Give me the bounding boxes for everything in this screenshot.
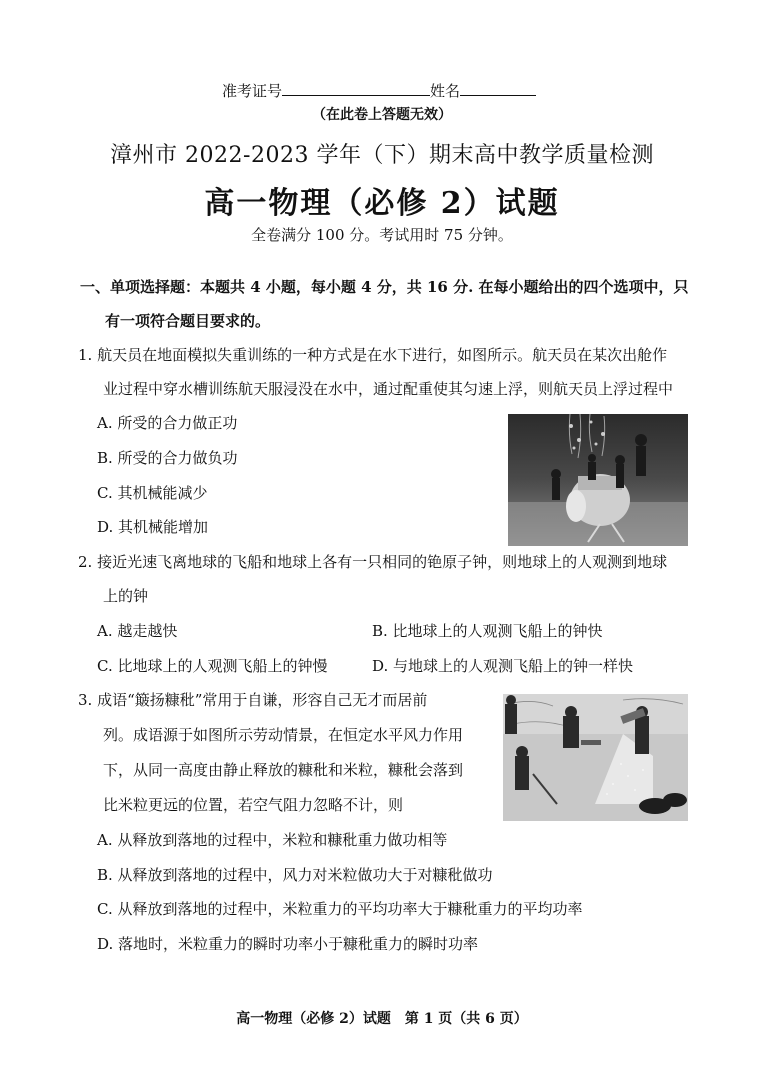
name-label: 姓名 [430,82,461,100]
q2-line2: 上的钟 [103,587,149,605]
winnowing-painting [503,694,688,821]
q2-line1: 2. 接近光速飞离地球的飞船和地球上各有一只相同的铯原子钟，则地球上的人观测到地球 [78,553,668,571]
q1-option-d[interactable]: D. 其机械能增加 [97,518,209,536]
section-heading-line2: 有一项符合题目要求的。 [105,312,271,330]
q1-option-a[interactable]: A. 所受的合力做正功 [97,414,238,432]
score-info: 全卷满分 100 分。考试用时 75 分钟。 [251,226,513,244]
q3-option-b[interactable]: B. 从释放到落地的过程中，风力对米粒做功大于对糠秕做功 [97,866,493,884]
q1-line1: 1. 航天员在地面模拟失重训练的一种方式是在水下进行，如图所示。航天员在某次出舱作 [78,346,668,364]
subject-title: 高一物理（必修 2）试题 [204,186,560,221]
q3-line4: 比米粒更远的位置，若空气阻力忽略不计，则 [103,796,404,814]
q2-option-c[interactable]: C. 比地球上的人观测飞船上的钟慢 [97,657,328,675]
underwater-training-photo [508,414,688,546]
q3-option-a[interactable]: A. 从释放到落地的过程中，米粒和糠秕重力做功相等 [97,831,448,849]
candidate-info-line [222,80,536,101]
exam-id-label: 准考证号 [222,82,283,100]
q3-line3: 下，从同一高度由静止释放的糠秕和米粒，糠秕会落到 [103,761,464,779]
q3-option-c[interactable]: C. 从释放到落地的过程中，米粒重力的平均功率大于糠秕重力的平均功率 [97,900,583,918]
q3-line2: 列。成语源于如图所示劳动情景，在恒定水平风力作用 [103,726,464,744]
page-footer: 高一物理（必修 2）试题 第 1 页（共 6 页） [236,1011,528,1027]
q1-option-b[interactable]: B. 所受的合力做负功 [97,449,238,467]
winnowing-image [503,694,688,821]
q1-line2: 业过程中穿水槽训练航天服浸没在水中，通过配重使其匀速上浮，则航天员上浮过程中 [103,380,674,398]
q2-option-b[interactable]: B. 比地球上的人观测飞船上的钟快 [372,622,603,640]
section-heading-line1: 一、单项选择题：本题共 4 小题，每小题 4 分，共 16 分. 在每小题给出的四个选项中，只 [80,278,689,296]
exam-id-blank[interactable] [282,81,430,96]
answer-notice: （在此卷上答题无效） [312,107,452,123]
q3-option-d[interactable]: D. 落地时，米粒重力的瞬时功率小于糠秕重力的瞬时功率 [97,935,479,953]
q1-option-c[interactable]: C. 其机械能减少 [97,484,208,502]
q3-line1: 3. 成语“簸扬糠秕”常用于自谦，形容自己无才而居前 [78,691,428,709]
underwater-training-image [508,414,688,546]
exam-title: 漳州市 2022-2023 学年（下）期末高中教学质量检测 [110,143,654,168]
q2-option-d[interactable]: D. 与地球上的人观测飞船上的钟一样快 [372,657,634,675]
name-blank[interactable] [460,81,536,96]
q2-option-a[interactable]: A. 越走越快 [97,622,178,640]
